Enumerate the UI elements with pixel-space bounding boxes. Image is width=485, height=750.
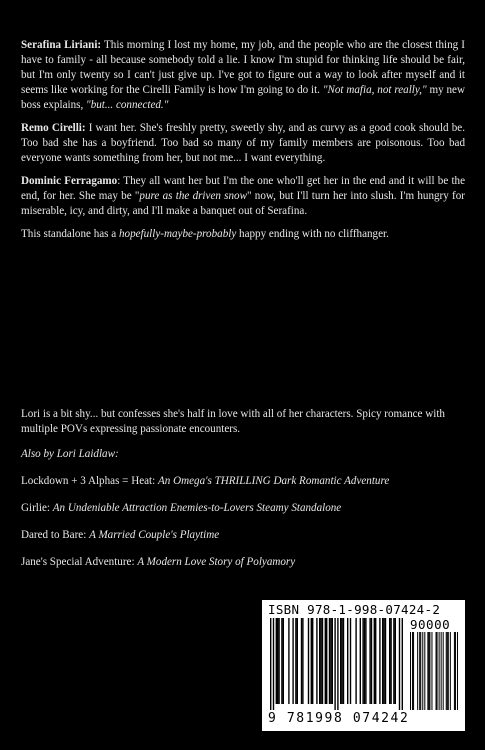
blurb-remo: Remo Cirelli: I want her. She's freshly pretty, sweetly shy, and as curvy as a good cook should be. Too bad she has a boyfriend. Too bad so many of my family members are poisonous. Too bad everyone wants something from her, but not me... I want everything. <box>21 122 465 164</box>
barcode-bar <box>311 618 312 704</box>
supplement-bar <box>450 632 451 710</box>
barcode-bar <box>329 618 330 704</box>
barcode-bar <box>379 618 380 704</box>
barcode-bar <box>347 618 348 704</box>
supplement-bar <box>439 632 440 710</box>
book-entry <box>21 501 465 516</box>
supplement-bar <box>412 632 413 710</box>
barcode-bar <box>276 618 277 704</box>
barcode-bar <box>308 618 309 704</box>
blurb-serafina: Serafina Liriani: This morning I lost my home, my job, and the people who are the closest thing I have to family - all because somebody told a lie. I know I'm stupid for thinking life should be fair, but I'm only twenty so I can't just give up. I've got to figure out a way to look after myself and it seems like working for the Cirelli Family is how I'm going to do it. "Not mafia, not really," my new boss explains, "but... connected." <box>21 39 466 111</box>
barcode-bar <box>350 618 351 704</box>
barcode-bar <box>297 618 298 704</box>
barcode-bar <box>301 618 302 704</box>
supplement-bar <box>413 632 414 710</box>
supplement-bar <box>447 632 448 710</box>
barcode-bar <box>371 618 372 704</box>
barcode-bar <box>393 618 394 704</box>
barcode-bar <box>383 618 384 704</box>
barcode-bar <box>281 618 282 704</box>
character-blurbs <box>21 38 465 250</box>
character-name: Serafina Liriani: <box>21 39 102 51</box>
supplement-bar <box>454 632 455 710</box>
barcode-bar <box>365 618 366 704</box>
book-subtitle: An Omega's THRILLING Dark Romantic Adventure <box>158 475 390 487</box>
blurb-dominic: Dominic Ferragamo: They all want her but I'm the one who'll get her in the end and it will be the end, for her. She may be "pure as the driven snow" now, but I'll turn her into slush. I'm hungry for miserable, icy, and dirty, and I'll make a banquet out of Serafina. <box>21 175 465 217</box>
barcode-bar <box>369 618 370 704</box>
book-title: Jane's Special Adventure: <box>21 556 135 568</box>
book-entry <box>21 555 465 570</box>
barcode-bar <box>330 618 331 704</box>
supplement-bar <box>427 632 428 710</box>
barcode-bar <box>340 618 341 704</box>
barcode-bar <box>319 618 320 704</box>
author-section <box>21 407 465 582</box>
character-name: Dominic Ferragamo <box>21 175 118 187</box>
book-subtitle: A Married Couple's Playtime <box>89 529 220 541</box>
supplement-barcode-bars <box>410 632 458 710</box>
barcode-bar <box>316 618 317 704</box>
supplement-bar <box>428 632 429 710</box>
also-by-heading: Also by Lori Laidlaw: <box>21 448 119 460</box>
supplement-bar <box>443 632 444 710</box>
book-entry <box>21 474 465 489</box>
barcode-bar <box>278 618 279 704</box>
book-entry <box>21 528 465 543</box>
barcode-bar <box>362 618 363 704</box>
supplement-bar <box>436 632 437 710</box>
supplement-bar <box>441 632 442 710</box>
barcode-bar <box>270 618 271 710</box>
barcode-bar <box>295 618 296 704</box>
character-name: Remo Cirelli: <box>21 122 86 134</box>
book-subtitle: An Undeniable Attraction Enemies-to-Lovers Steamy Standalone <box>52 502 342 514</box>
supplement-bar <box>448 632 449 710</box>
supplement-bar <box>417 632 418 710</box>
book-subtitle: A Modern Love Story of Polyamory <box>137 556 296 568</box>
supplement-bar <box>457 632 458 710</box>
supplement-bar <box>422 632 423 710</box>
barcode-bar <box>343 618 344 704</box>
barcode-bar <box>334 618 335 710</box>
supplement-bar <box>446 632 447 710</box>
barcode-bar <box>382 618 383 704</box>
supplement-bar <box>455 632 456 710</box>
standalone-note: This standalone has a hopefully-maybe-probably happy ending with no cliffhanger. <box>21 228 389 240</box>
supplement-bar <box>429 632 430 710</box>
supplement-bar <box>424 632 425 710</box>
barcode-bar <box>283 618 284 704</box>
book-title: Dared to Bare: <box>21 529 87 541</box>
barcode-bar <box>277 618 278 704</box>
supplement-bar <box>437 632 438 710</box>
barcode-bar <box>332 618 333 704</box>
barcode-bar <box>402 618 403 710</box>
supplement-bar <box>431 632 432 710</box>
barcode-bar <box>292 618 293 704</box>
author-note: Lori is a bit shy... but confesses she's half in love with all of her characters. Spicy romance with multiple POVs expressing passionate encounters. <box>21 408 445 435</box>
ean-digits: 9 781998 074242 <box>268 711 410 726</box>
barcode-bar <box>385 618 386 704</box>
barcode-bar <box>273 618 274 710</box>
barcode-bar <box>312 618 313 704</box>
barcode-bar <box>375 618 376 704</box>
barcode-bar <box>322 618 323 704</box>
barcode-bar <box>288 618 289 704</box>
barcode-bar <box>374 618 375 704</box>
barcode-bar <box>360 618 361 704</box>
barcode-bar <box>341 618 342 704</box>
ean-barcode-bars <box>270 618 404 710</box>
book-title: Girlie: <box>21 502 50 514</box>
barcode-bar <box>325 618 326 704</box>
barcode-bar <box>389 618 390 704</box>
barcode-bar <box>399 618 400 710</box>
barcode-bar <box>395 618 396 704</box>
book-title: Lockdown + 3 Alphas = Heat: <box>21 475 156 487</box>
barcode-bar <box>320 618 321 704</box>
supplement-bar <box>410 632 411 710</box>
barcode-bar <box>355 618 356 704</box>
isbn-barcode <box>262 600 465 731</box>
barcode-bar <box>326 618 327 704</box>
barcode-bar <box>390 618 391 704</box>
isbn-label: ISBN 978-1-998-07424-2 <box>268 602 441 617</box>
barcode-bar <box>302 618 303 704</box>
supplement-bar <box>420 632 421 710</box>
barcode-bar <box>364 618 365 704</box>
price-supplement: 90000 <box>410 617 451 632</box>
barcode-bar <box>337 618 338 710</box>
supplement-bar <box>419 632 420 710</box>
